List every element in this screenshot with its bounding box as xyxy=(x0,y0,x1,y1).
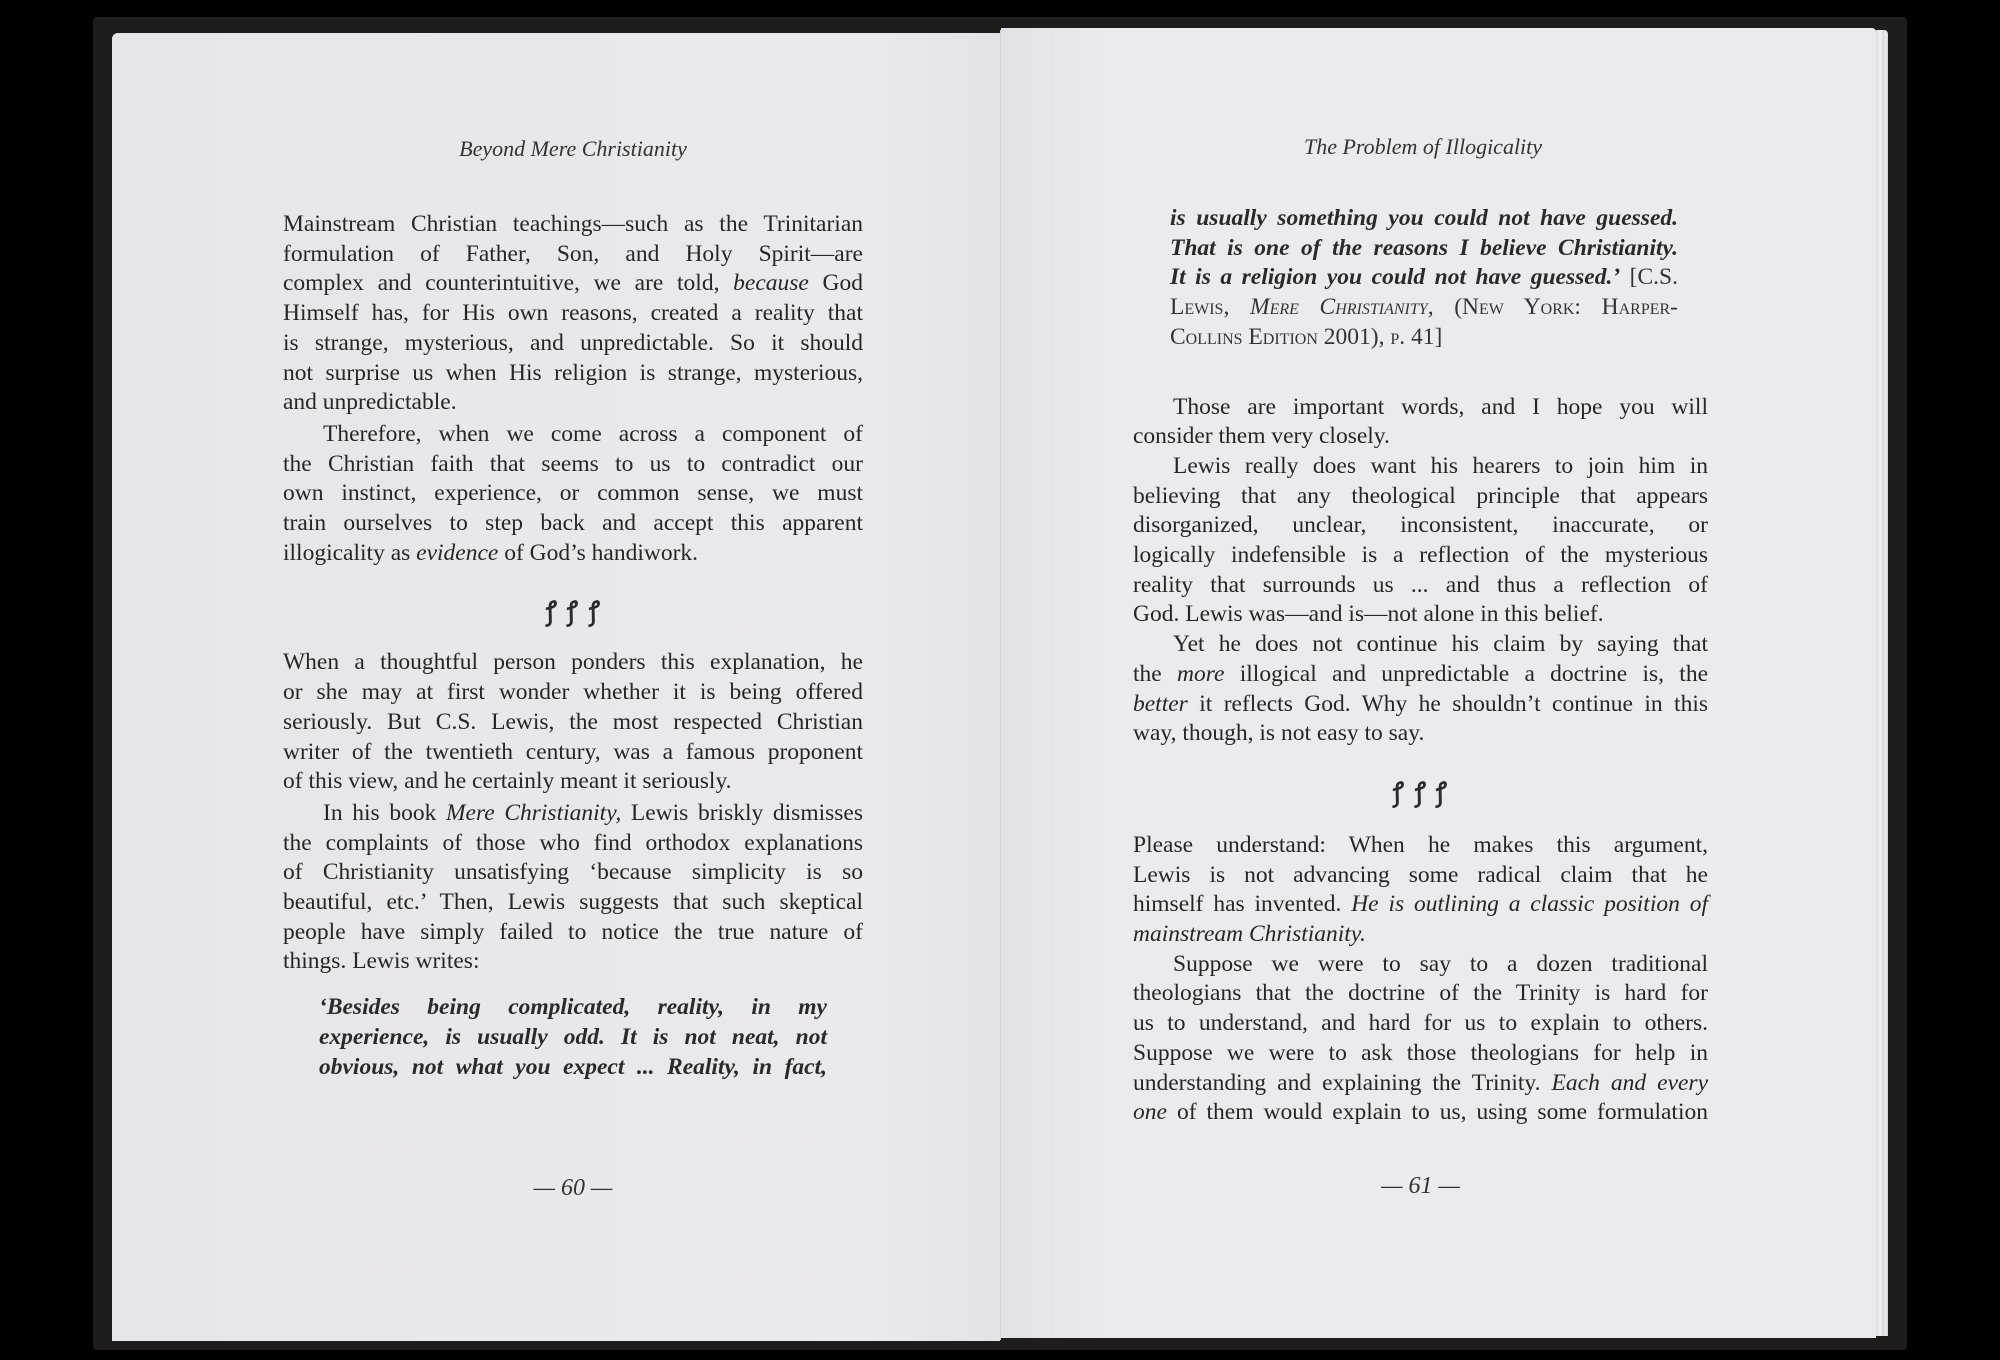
text-line: mainstream Christianity. xyxy=(1133,921,1366,948)
paragraph xyxy=(1133,393,1708,452)
citation: [C.S. xyxy=(1620,264,1679,291)
citation-line: Collins Edition 2001), p. 41] xyxy=(1170,323,1443,350)
quote-line: is usually something you could not have guessed. xyxy=(1170,205,1678,231)
text-line: logically indefensible is a reflection of the mysterious xyxy=(1133,542,1708,569)
quote-line: That is one of the reasons I believe Christianity. xyxy=(1170,234,1678,261)
text-line: Therefore, when we come across a component of xyxy=(323,420,863,447)
section-break-ornament xyxy=(1133,763,1708,823)
text-line: complex and counterintuitive, we are told, because God xyxy=(283,270,863,297)
text-line: Please understand: When he makes this argument, xyxy=(1133,831,1708,858)
left-text-column xyxy=(283,210,863,1082)
text-line: or she may at first wonder whether it is being offered xyxy=(283,679,863,706)
paragraph xyxy=(1133,831,1708,950)
fleuron-icon: ꝭ xyxy=(1409,778,1432,808)
page-edges xyxy=(1876,30,1888,1336)
fleuron-icon: ꝭ xyxy=(1388,778,1410,808)
text-line: beautiful, etc.’ Then, Lewis suggests that such skeptical xyxy=(283,889,863,916)
fleuron-icon: ꝭ xyxy=(562,597,584,627)
quote-line: obvious, not what you expect ... Reality, in fact, xyxy=(319,1053,827,1080)
text-line: own instinct, experience, or common sense, we must xyxy=(283,480,863,507)
text-line: When a thoughtful person ponders this explanation, he xyxy=(283,649,863,676)
spine-gutter xyxy=(1000,30,1001,1340)
text-line: reality that surrounds us ... and thus a reflection of xyxy=(1133,571,1708,598)
text-line: Mainstream Christian teachings—such as the Trinitarian xyxy=(283,211,863,237)
paragraph xyxy=(283,420,863,569)
text-line: seriously. But C.S. Lewis, the most respected Christian xyxy=(283,708,863,735)
paragraph xyxy=(283,210,863,418)
text-line: In his book Mere Christianity, Lewis briskly dismisses xyxy=(323,799,863,826)
text-line: of this view, and he certainly meant it seriously. xyxy=(283,768,732,795)
text-line: not surprise us when His religion is strange, mysterious, xyxy=(283,359,863,386)
paragraph xyxy=(283,799,863,977)
right-running-head: The Problem of Illogicality xyxy=(1303,134,1543,159)
text-line: Those are important words, and I hope you will xyxy=(1173,393,1708,420)
text-line: theologians that the doctrine of the Trinity is hard for xyxy=(1133,980,1708,1007)
text-line: is strange, mysterious, and unpredictable. So it should xyxy=(283,329,863,356)
paragraph xyxy=(1133,452,1708,630)
text-line: God. Lewis was—and is—not alone in this belief. xyxy=(1133,601,1604,628)
quote-line: ‘Besides being complicated, reality, in my xyxy=(319,994,827,1021)
text-line: us to understand, and hard for us to explain to others. xyxy=(1133,1010,1708,1037)
text-line: of Christianity unsatisfying ‘because simplicity is so xyxy=(283,859,863,886)
text-line: better it reflects God. Why he shouldn’t continue in this xyxy=(1133,690,1708,717)
right-text-column xyxy=(1133,204,1708,1128)
citation-line: Lewis, Mere Christianity, (New York: Harper- xyxy=(1170,294,1678,321)
text-line: writer of the twentieth century, was a famous proponent xyxy=(283,738,863,765)
section-break-ornament xyxy=(283,582,863,642)
quote-line: It is a religion you could not have guessed.’ [C.S. xyxy=(1170,264,1679,291)
block-quote-continued xyxy=(1133,204,1708,353)
text-line: Lewis is not advancing some radical claim that he xyxy=(1133,861,1708,888)
text-line: illogicality as evidence of God’s handiwork. xyxy=(283,539,699,566)
fleuron-icon: ꝭ xyxy=(583,597,606,627)
text-line: consider them very closely. xyxy=(1133,423,1390,450)
text-line: train ourselves to step back and accept this apparent xyxy=(283,510,863,537)
text-line: and unpredictable. xyxy=(283,389,457,416)
text-line: one of them would explain to us, using some formulation xyxy=(1133,1099,1708,1126)
paragraph xyxy=(1133,950,1708,1128)
text-line: Suppose we were to say to a dozen traditional xyxy=(1173,950,1708,977)
text-line: the Christian faith that seems to us to contradict our xyxy=(283,450,863,477)
left-running-head: Beyond Mere Christianity xyxy=(459,136,687,161)
text-line: the complaints of those who find orthodox explanations xyxy=(283,829,863,856)
text-line: believing that any theological principle that appears xyxy=(1133,482,1708,509)
right-page-number: — 61 — xyxy=(1381,1173,1460,1199)
block-quote xyxy=(283,993,863,1082)
fleuron-icon: ꝭ xyxy=(1431,778,1453,808)
text-line: Himself has, for His own reasons, created a reality that xyxy=(283,300,863,327)
text-line: way, though, is not easy to say. xyxy=(1133,720,1425,747)
text-line: Suppose we were to ask those theologians for help in xyxy=(1133,1039,1708,1066)
text-line: himself has invented. He is outlining a classic position of xyxy=(1133,891,1708,918)
text-line: people have simply failed to notice the true nature of xyxy=(283,918,863,945)
text-line: the more illogical and unpredictable a doctrine is, the xyxy=(1133,660,1708,687)
text-line: things. Lewis writes: xyxy=(283,948,480,975)
left-page-number: — 60 — xyxy=(533,1175,613,1201)
text-line: formulation of Father, Son, and Holy Spirit—are xyxy=(283,240,863,267)
fleuron-icon: ꝭ xyxy=(540,597,563,627)
quote-line: experience, is usually odd. It is not neat, not xyxy=(319,1023,827,1050)
text-line: understanding and explaining the Trinity. Each and every xyxy=(1133,1069,1709,1096)
text-line: disorganized, unclear, inconsistent, inaccurate, or xyxy=(1133,512,1708,539)
paragraph xyxy=(1133,630,1708,749)
text-line: Lewis really does want his hearers to join him in xyxy=(1173,452,1708,479)
paragraph xyxy=(283,648,863,797)
text-line: Yet he does not continue his claim by saying that xyxy=(1173,631,1708,658)
